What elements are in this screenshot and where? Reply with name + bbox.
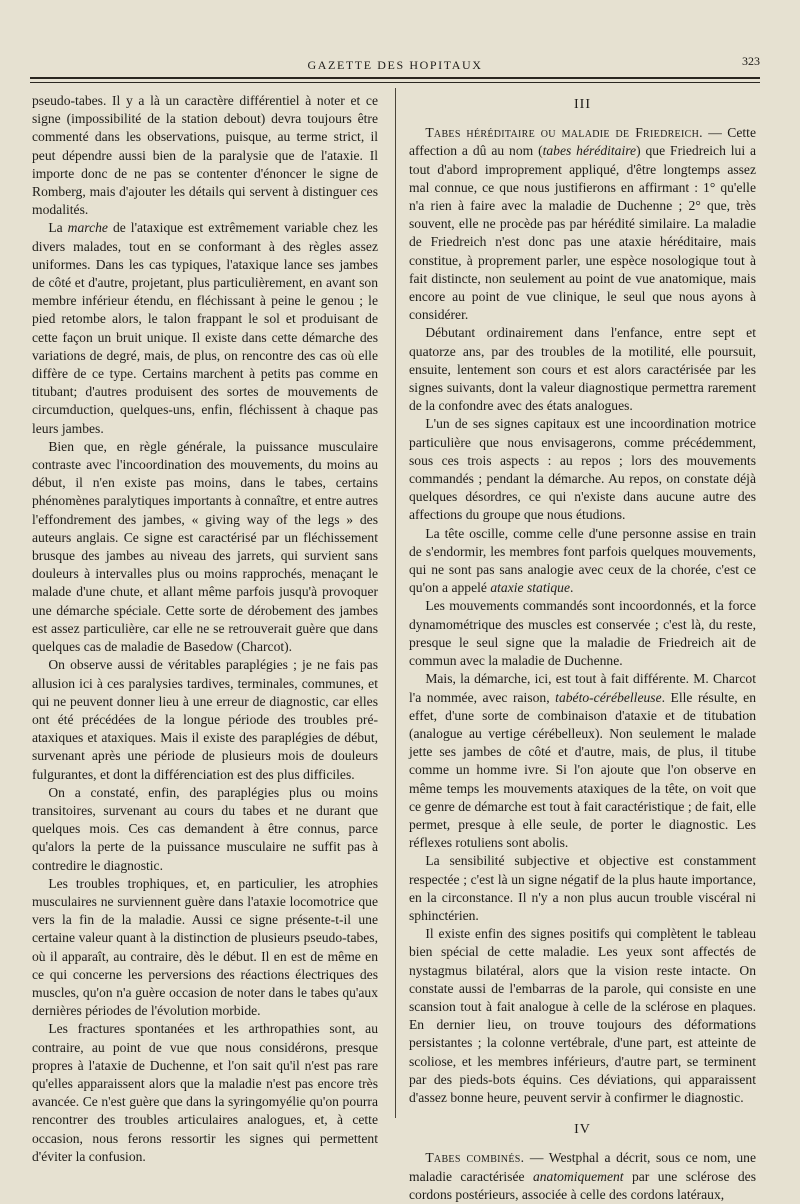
section-heading-iii: III — [574, 97, 591, 112]
column-divider — [395, 88, 396, 1118]
paragraph: Débutant ordinairement dans l'enfance, entre sept et quatorze ans, par des troubles de la motilité, elle poursuit, ensuite, lentement son cours et est alors caractérisée par les signes suivants, dont la valeur diagnostique permettra rarement de la confondre avec des états analogues. — [409, 325, 756, 414]
text-run: . Elle résulte, en effet, d'une sorte de combinaison d'ataxie et de titubation (analogue au vertige cérébelleux). Non seulement le malade jette ses jambes de côté et d'autre, mais, de plus, il titube comme un homme ivre. Si l'on ajoute que l'on observe en même temps les mouvements ataxiques de la tête, on voit que ce genre de démarche est tout à fait caractéristique ; de fait, elle permet, presque à elle seule, de porter le diagnostic. Les réflexes rotuliens sont abolis. — [409, 689, 756, 851]
paragraph: pseudo-tabes. Il y a là un caractère différentiel à noter et ce signe (impossibilité de la station debout) devra toujours être commenté dans les observations, puisque, au terme strict, il peut dépendre aussi bien de la paralysie que de l'ataxie. Il importe donc de ne pas se contenter d'énoncer le signe de Romberg, mais d'ajouter les détails qui servent à distinguer ces modalités. — [32, 93, 378, 218]
left-column — [32, 92, 378, 1166]
paragraph — [409, 525, 756, 598]
emphasis: ataxie statique — [490, 580, 571, 596]
paragraph: Les fractures spontanées et les arthropathies sont, au contraire, au point de vue que nous considérons, presque propres à l'ataxie de Duchenne, et l'on sait qu'il n'est pas rare qu'elles apparaissent alors que la maladie n'est pas encore très avancée. Ce n'est guère que dans la syringomyélie qu'on pourra rencontrer des troubles articulaires analogues, et, à cette occasion, nous ferons ressortir les signes qui permettent d'éviter la confusion. — [32, 1021, 378, 1164]
paragraph — [32, 219, 378, 437]
paragraph: Bien que, en règle générale, la puissance musculaire contraste avec l'incoordination des mouvements, du moins au début, il n'en existe pas moins, dans le tabes, certains phénomènes paralytiques importants à connaître, et entre autres l'effondrement des jambes, « giving way of the legs » des auteurs anglais. Ce signe est caractérisé par un fléchissement brusque des jambes au niveau des jarrets, qui survient sans douleurs à intervalles plus ou moins rapprochés, menaçant le malade d'une chute, et allant même parfois jusqu'à provoquer une démarche spéciale. Cette sorte de dérobement des jambes est assez particulière, car elle ne se retrouverait guère que dans quelques cas de maladie de Basedow (Charcot). — [32, 438, 378, 655]
journal-title: GAZETTE DES HOPITAUX — [307, 58, 483, 72]
page-header — [30, 52, 760, 76]
right-column — [409, 92, 756, 1204]
text-run: Mais, la démarche, ici, est tout à fait différente. M. Charcot l'a nommée, avec raison, — [409, 671, 756, 705]
section-lead-title: Tabes combinés. — [425, 1150, 525, 1166]
paragraph — [409, 670, 756, 852]
text-run: La tête oscille, comme celle d'une personne assise en train de s'endormir, les membres font parfois quelques mouvements, qui ne sont pas sans analogie avec ceux de la chorée, c'est ce qu'on a appelé — [409, 525, 756, 596]
header-rule-thin — [30, 82, 760, 83]
section-heading-iv: IV — [574, 1122, 591, 1138]
text-run: de l'ataxique est extrêmement variable chez les divers malades, tout en se conformant à des règles assez uniformes. Dans les cas typiques, l'ataxique lance ses jambes de côté et d'autre, projetant, plus particulièrement, en avant son membre inférieur étendu, en fléchissant à peine le genou ; le pied retombe alors, le talon frappant le sol et produisant de cette façon un bruit unique. Il existe dans cette démarche des variations de degré, mais, de plus, on rencontre des cas où elle diffère de ce type. Certains marchent à petits pas comme en titubant; d'autres produisent des sortes de mouvements de circumduction, quelques-uns, enfin, fléchissent à chaque pas leurs jambes. — [32, 220, 378, 436]
header-rule-thick — [30, 77, 760, 79]
paragraph: Il existe enfin des signes positifs qui complètent le tableau bien spécial de cette maladie. Les yeux sont affectés de nystagmus bilatéral, alors que la vision reste intacte. On constate aussi de l'embarras de la parole, qui consiste en une scansion tout à fait analogue à celle de la sclérose en plaques. En dernier lieu, on trouve toujours des déformations persistantes ; la colonne vertébrale, d'une part, est atteinte de scoliose, et les membres inférieurs, d'autre part, se terminent par des pieds-bots équins. Ces déviations, qui apparaissent d'assez bonne heure, peuvent servir à confirmer le diagnostic. — [409, 926, 756, 1105]
paragraph: Les mouvements commandés sont incoordonnés, et la force dynamométrique des muscles est conservée ; c'est là, du reste, presque le seul signe que la maladie de Friedreich ait de commun avec la maladie de Duchenne. — [409, 598, 756, 669]
emphasis: anatomiquement — [532, 1168, 624, 1184]
emphasis: tabes héréditaire — [542, 143, 637, 159]
text-run: La — [48, 220, 68, 236]
text-run: — Cette affection a dû au nom ( — [409, 125, 756, 159]
text-run: par une sclérose des cordons postérieurs, associée à celle des cordons latéraux, — [409, 1168, 756, 1202]
emphasis: marche — [67, 220, 108, 236]
paragraph: L'un de ses signes capitaux est une incoordination motrice particulière que nous envisagerons, comme précédemment, sous ces trois aspects : au repos ; lors des mouvements commandés ; pendant la démarche. Au repos, on constate déjà quelques désordres, ce qui n'existe dans aucune autre des affections du groupe que nous étudions. — [409, 416, 756, 523]
text-run: . — [570, 580, 574, 596]
paragraph: La sensibilité subjective et objective est constamment respectée ; c'est là un signe négatif de la plus haute importance, en la circonstance. Il n'y a non plus aucun trouble viscéral ni sphinctérien. — [409, 853, 756, 923]
text-run: ) que Friedreich lui a tout d'abord improprement appliqué, d'être longtemps assez mal connue, ce que nous justifierons en affirmant : 1° qu'elle n'a rien à faire avec la maladie de Duchenne ; 2° que, très souvent, elle ne procède pas par hérédité similaire. La maladie de Friedreich n'est donc pas une ataxie héréditaire, mais constitue, à proprement parler, une espèce nosologique tout à fait distincte, non seulement au point de vue anatomique, mais encore au point de vue clinique, le seul que nous ayons à considérer. — [409, 143, 757, 323]
paragraph: Les troubles trophiques, et, en particulier, les atrophies musculaires ne surviennent guère dans l'ataxie locomotrice que vers la fin de la maladie. Aussi ce signe présente-t-il une certaine valeur quant à la distinction de plusieurs pseudo-tabes, où il apparaît, au contraire, dès le début. Il en est de même en ce qui concerne les perversions des réactions électriques des muscles, qu'on n'a guère occasion de noter dans le tabes qu'aux dernières périodes de l'évolution morbide. — [32, 875, 378, 1019]
page-number: 323 — [742, 54, 760, 68]
paragraph: On a constaté, enfin, des paraplégies plus ou moins transitoires, survenant au cours du tabes et ne durant que quelques mois. Ces cas demandent à être connus, parce qu'alors la perte de la puissance musculaire ne suffit pas à contredire le diagnostic. — [32, 784, 378, 873]
paragraph — [409, 124, 756, 324]
paragraph: On observe aussi de véritables paraplégies ; je ne fais pas allusion ici à ces paralysies tardives, terminales, communes, et qui ne peuvent donner lieu à une erreur de diagnostic, car elles ont été précédées de la longue période des troubles pré-ataxiques et ataxiques. Mais il existe des paraplégies de début, survenant après une période de plusieurs mois de douleurs fulgurantes, et dont la différenciation est des plus difficiles. — [32, 657, 378, 782]
text-run: — Westphal a décrit, sous ce nom, une maladie caractérisée — [409, 1150, 757, 1184]
emphasis: tabéto-cérébelleuse — [555, 689, 662, 705]
section-lead-title: Tabes héréditaire ou maladie de Friedreich. — [425, 125, 703, 141]
paragraph — [409, 1149, 756, 1204]
